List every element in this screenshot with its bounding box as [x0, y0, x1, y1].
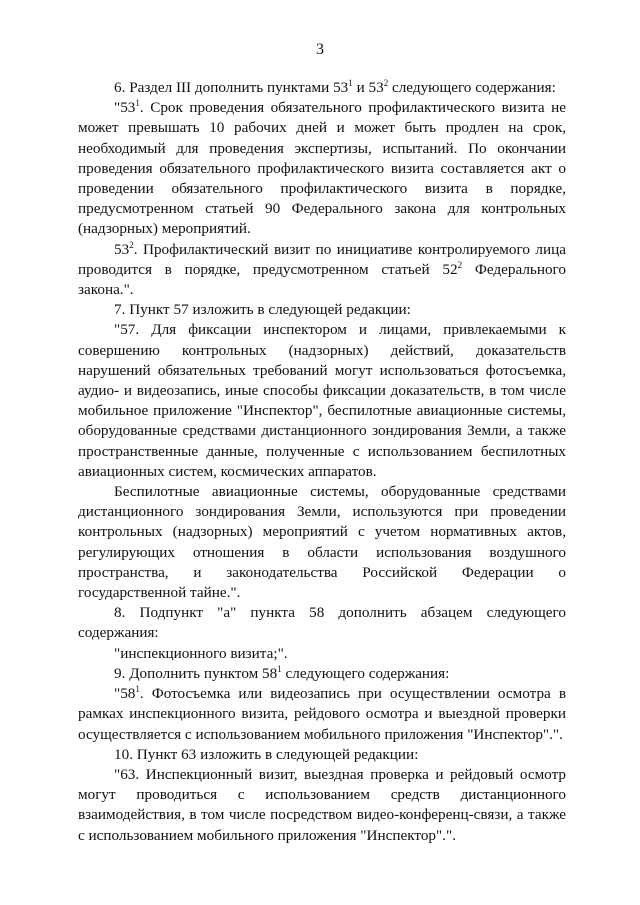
- paragraph-53-2: $53^2$. Профилактический визит по инициативе контролируемого лица проводится в порядке, предусмотренном статьей $52^2$ Федерального закона.".: [78, 239, 566, 299]
- document-body: [78, 78, 566, 846]
- page-number: 3: [316, 41, 324, 58]
- paragraph-item-6: 6. Раздел III дополнить пунктами $53^1$ и $53^2$ следующего содержания:: [114, 77, 556, 96]
- paragraph-item-7: 7. Пункт 57 изложить в следующей редакции:: [114, 301, 411, 319]
- paragraph-item-8: 8. Подпункт "а" пункта 58 дополнить абзацем следующего содержания:: [78, 604, 566, 642]
- paragraph-53-1: "$53^1$. Срок проведения обязательного профилактического визита не может превышать 10 рабочих дней и может быть продлен на срок, необходимый для проведения экспертизы, испытаний. По окончании проведения обязательного профилактического визита составляется акт о проведении обязательного профилактического визита в порядке, предусмотренном статьей 90 Федерального закона для контрольных (надзорных) мероприятий.: [78, 98, 566, 238]
- paragraph-57: "57. Для фиксации инспектором и лицами, привлекаемыми к совершению контрольных (надзорных) действий, доказательств нарушений обязательных требований могут использоваться фотосъемка, аудио- и видеозапись, иные способы фиксации доказательств, в том числе мобильное приложение "Инспектор", беспилотные авиационные системы, оборудованные средствами дистанционного зондирования Земли, а также пространственные данные, полученные с использованием беспилотных авиационных систем, космических аппаратов.: [78, 321, 566, 480]
- paragraph-57-drones: Беспилотные авиационные системы, оборудованные средствами дистанционного зондирования Земли, используются при проведении контрольных (надзорных) мероприятий с учетом нормативных актов, регулирующих отношения в области использования воздушного пространства, и законодательства Российской Федерации о государственной тайне.".: [78, 483, 566, 602]
- paragraph-item-10: 10. Пункт 63 изложить в следующей редакции:: [114, 745, 419, 763]
- paragraph-63: "63. Инспекционный визит, выездная проверка и рейдовый осмотр могут проводиться с использованием средств дистанционного взаимодействия, в том числе посредством видео-конференц-связи, а также с использованием мобильного приложения "Инспектор".".: [78, 765, 566, 844]
- paragraph-58-1: "$58^1$. Фотосъемка или видеозапись при осуществлении осмотра в рамках инспекционного визита, рейдового осмотра и выездной проверки осуществляется с использованием мобильного приложения "Инспектор".".: [78, 684, 566, 743]
- paragraph-inspection-visit: "инспекционного визита;".: [114, 644, 288, 662]
- paragraph-item-9: 9. Дополнить пунктом $58^1$ следующего содержания:: [114, 663, 450, 682]
